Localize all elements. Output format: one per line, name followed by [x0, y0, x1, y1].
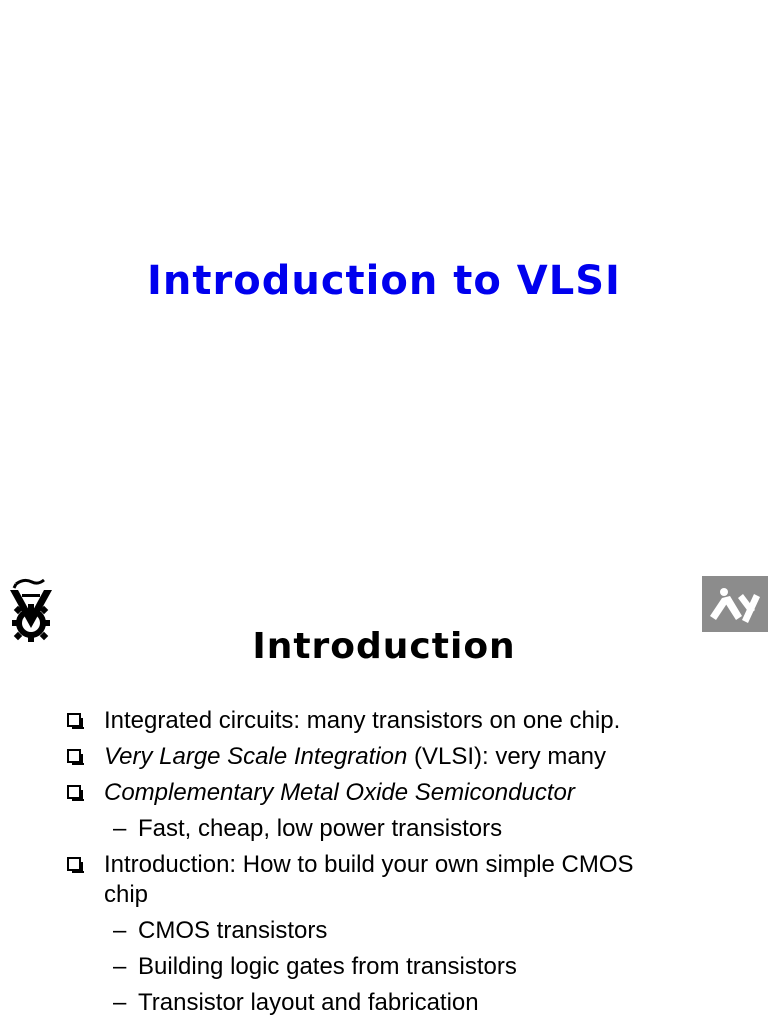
checkbox-bullet-icon: [67, 749, 81, 763]
sub-bullet-item: – Fast, cheap, low power transistors: [113, 815, 503, 842]
faculty-logo-icon: [702, 576, 768, 632]
content-slide: [0, 576, 768, 1024]
checkbox-bullet-icon: [67, 857, 81, 871]
dash-bullet: –: [113, 953, 127, 980]
sub-bullet-item: – Transistor layout and fabrication: [113, 989, 479, 1016]
dash-bullet: –: [113, 815, 127, 842]
bullet-item: Introduction: How to build your own simple CMOS chip: [0, 850, 768, 910]
dash-bullet: –: [113, 917, 127, 944]
bullet-item: Very Large Scale Integration (VLSI): very many: [0, 742, 768, 772]
slide-title: Introduction: [252, 626, 516, 667]
sub-bullet-item: – CMOS transistors: [113, 917, 328, 944]
slide-title: Introduction to VLSI: [147, 258, 621, 304]
bullet-item: Complementary Metal Oxide Semiconductor: [0, 778, 768, 808]
checkbox-bullet-icon: [67, 785, 81, 799]
bullet-item: Integrated circuits: many transistors on one chip.: [0, 706, 768, 736]
checkbox-bullet-icon: [67, 713, 81, 727]
dash-bullet: –: [113, 989, 127, 1016]
bullet-list: [0, 706, 768, 1024]
sub-bullet-item: – Building logic gates from transistors: [113, 953, 517, 980]
